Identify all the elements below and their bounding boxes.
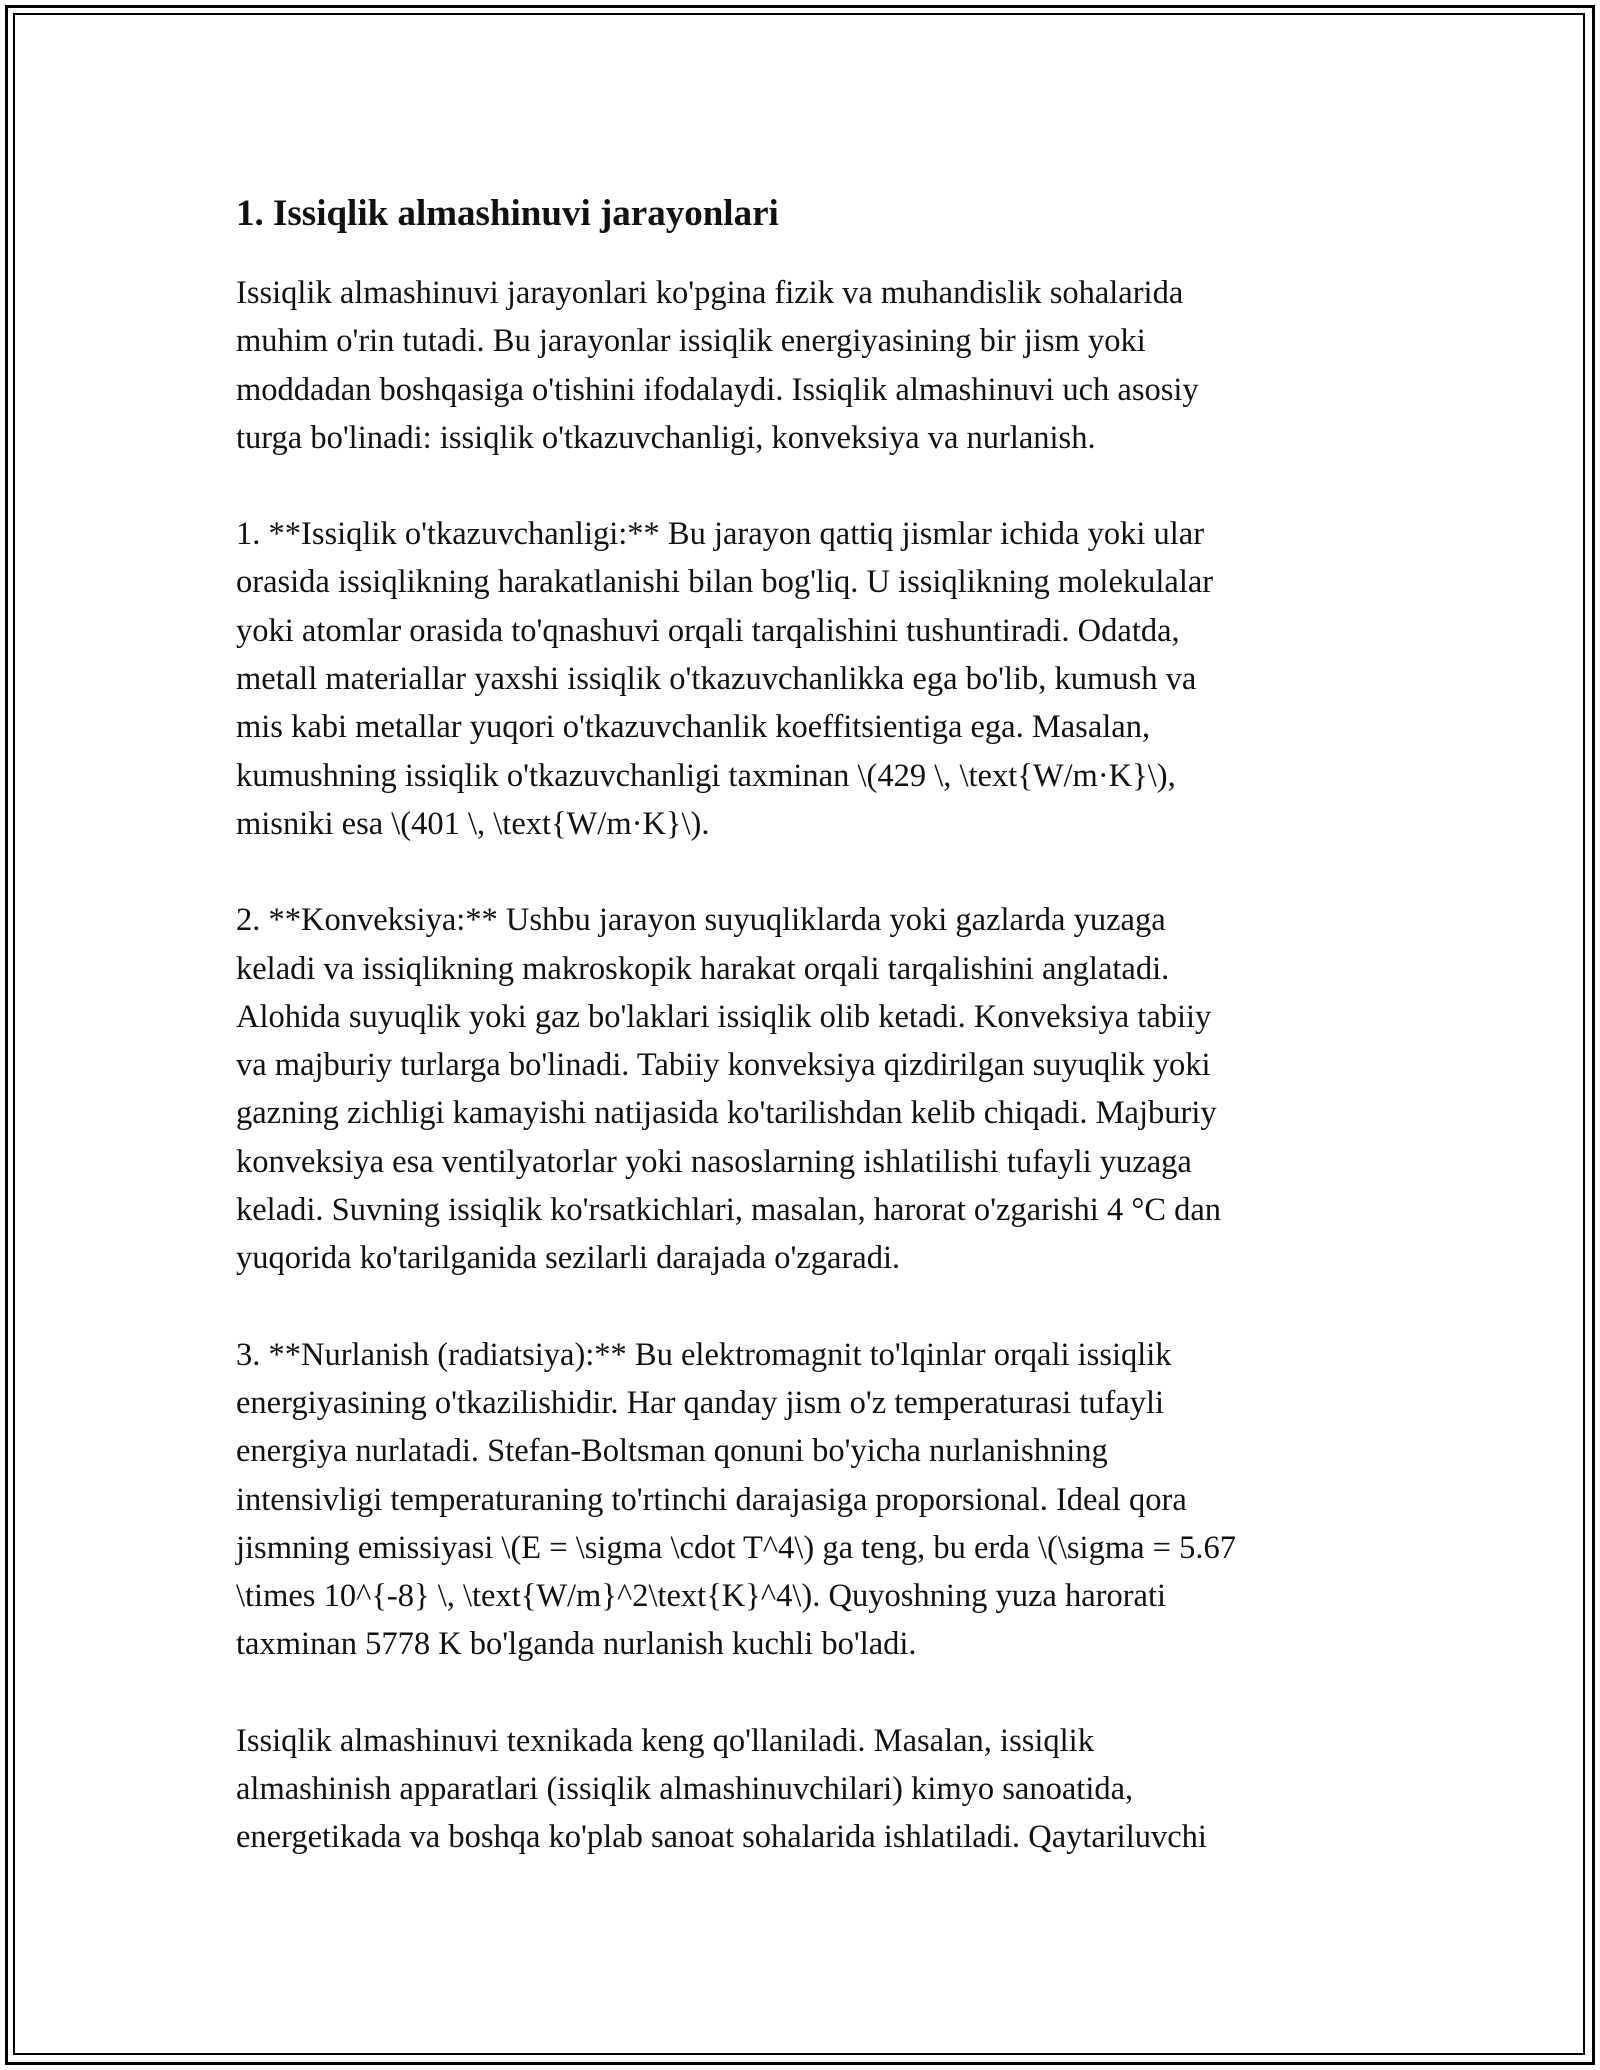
conduction-paragraph: 1. **Issiqlik o'tkazuvchanligi:** Bu jarayon qattiq jismlar ichida yoki ular orasida issiqlikning harakatlanishi bilan bog'liq. U issiqlikning molekulalar yoki atomlar orasida to'qnashuvi orqali tarqalishini tushuntiradi. Odatda, metall materiallar yaxshi issiqlik o'tkazuvchanlikka ega bo'lib, kumush va mis kabi metallar yuqori o'tkazuvchanlik koeffitsientiga ega. Masalan, kumushning issiqlik o'tkazuvchanligi taxminan \(429 \, \text{W/m·K}\), misniki esa \(401 \, \text{W/m·K}\). (236, 516, 1214, 842)
section-heading: 1. Issiqlik almashinuvi jarayonlari (236, 193, 779, 234)
radiation-paragraph: 3. **Nurlanish (radiatsiya):** Bu elektromagnit to'lqinlar orqali issiqlik energiyasining o'tkazilishidir. Har qanday jism o'z temperaturasi tufayli energiya nurlatadi. Stefan-Boltsman qonuni bo'yicha nurlanishning intensivligi temperaturaning to'rtinchi darajasiga proporsional. Ideal qora jismning emissiyasi \(E = \sigma \cdot T^4\) ga teng, bu erda \(\sigma = 5.67 \times 10^{-8} \, \text{W/m}^2\text{K}^4\). Quyoshning yuza harorati taxminan 5778 K bo'lganda nurlanish kuchli bo'ladi. (236, 1336, 1236, 1663)
intro-paragraph: Issiqlik almashinuvi jarayonlari ko'pgina fizik va muhandislik sohalarida muhim o'rin tutadi. Bu jarayonlar issiqlik energiyasining bir jism yoki moddadan boshqasiga o'tishini ifodalaydi. Issiqlik almashinuvi uch asosiy turga bo'linadi: issiqlik o'tkazuvchanligi, konveksiya va nurlanish. (236, 275, 1199, 456)
document-body (236, 185, 1376, 1910)
applications-paragraph: Issiqlik almashinuvi texnikada keng qo'llaniladi. Masalan, issiqlik almashinish apparatlari (issiqlik almashinuvchilari) kimyo sanoatida, energetikada va boshqa ko'plab sanoat sohalarida ishlatiladi. Qaytariluvchi (236, 1722, 1207, 1856)
convection-paragraph: 2. **Konveksiya:** Ushbu jarayon suyuqliklarda yoki gazlarda yuzaga keladi va issiqlikning makroskopik harakat orqali tarqalishini anglatadi. Alohida suyuqlik yoki gaz bo'laklari issiqlik olib ketadi. Konveksiya tabiiy va majburiy turlarga bo'linadi. Tabiiy konveksiya qizdirilgan suyuqlik yoki gazning zichligi kamayishi natijasida ko'tarilishdan kelib chiqadi. Majburiy konveksiya esa ventilyatorlar yoki nasoslarning ishlatilishi tufayli yuzaga keladi. Suvning issiqlik ko'rsatkichlari, masalan, harorat o'zgarishi 4 °C dan yuqorida ko'tarilganida sezilarli darajada o'zgaradi. (236, 902, 1222, 1277)
